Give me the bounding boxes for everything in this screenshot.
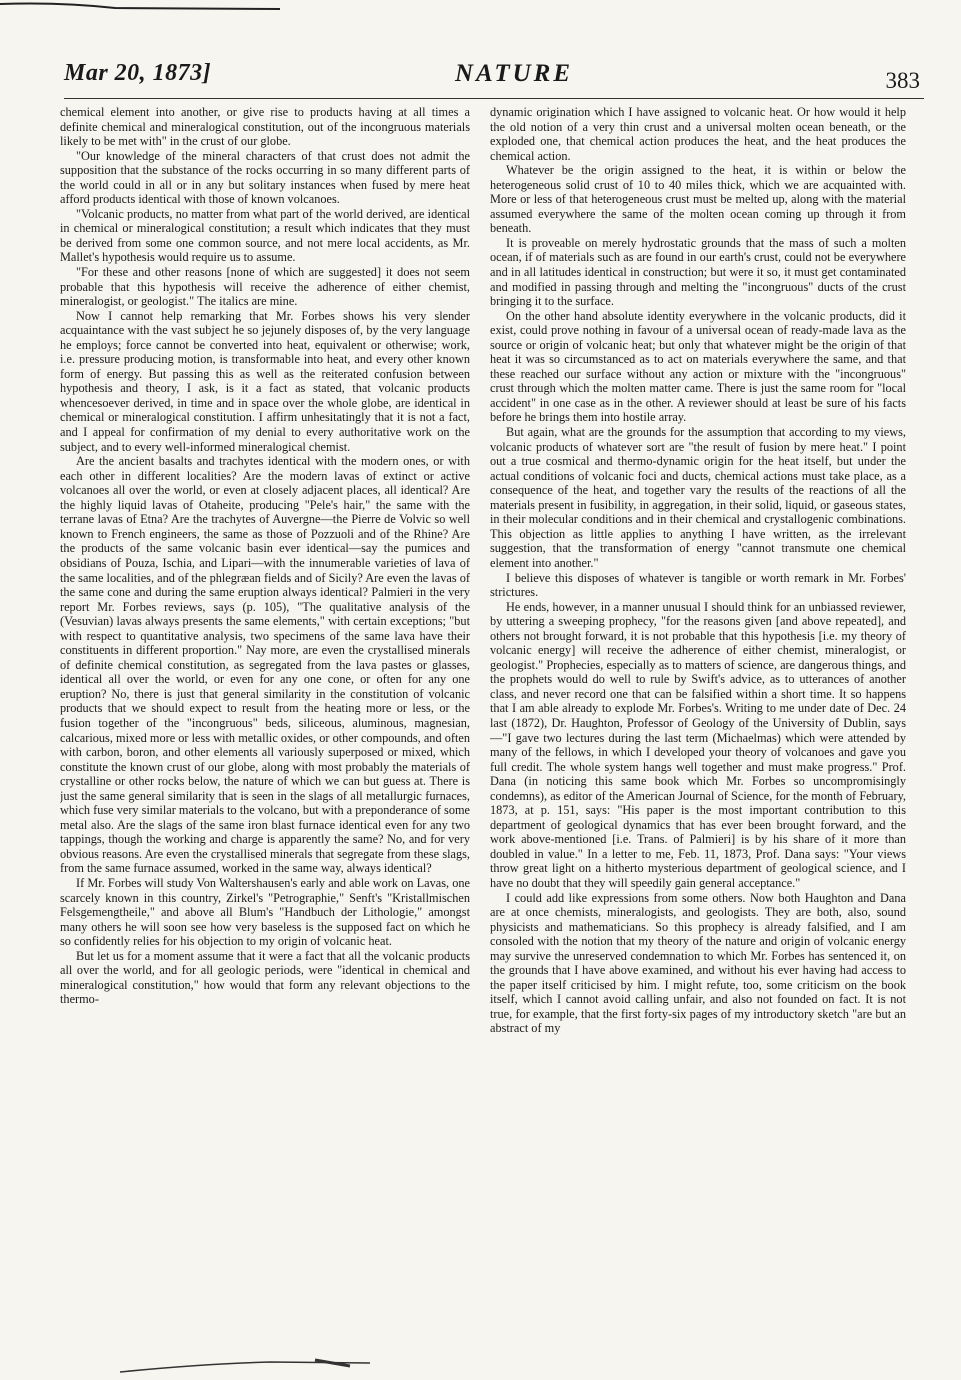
paragraph: "Volcanic products, no matter from what part of the world derived, are identical in chemical or mineralogical constitution; a result which indicates that they must be derived from some one common source, and not mere local accidents, as Mr. Mallet's hypothesis would require us to assume. <box>60 206 470 265</box>
scan-edge-mark-bottom <box>0 1350 961 1380</box>
page-number: 383 <box>885 68 920 93</box>
paragraph: dynamic origination which I have assigned to volcanic heat. Or how would it help the old notion of a very thin crust and a universal molten ocean beneath, or the exploded one, that chemical action produces the heat, and the heat produces the chemical action. <box>490 105 906 163</box>
paragraph: "Our knowledge of the mineral characters of that crust does not admit the supposition that the substance of the rocks occurring in so many different parts of the world could in all or in any but solitary instances when fused by mere heat afford products identical with those of known volcanoes. <box>60 148 470 207</box>
paragraph: But let us for a moment assume that it were a fact that all the volcanic products all over the world, and for all geologic periods, were "identical in chemical and mineralogical constitution," how would that form any relevant objections to the thermo- <box>60 948 470 1007</box>
paragraph: I believe this disposes of whatever is tangible or worth remark in Mr. Forbes' strictures. <box>490 570 906 600</box>
paragraph: Now I cannot help remarking that Mr. Forbes shows his very slender acquaintance with the vast subject he so jejunely disposes of, by the very language he employs; force cannot be converted into heat, equivalent or otherwise; work, i.e. pressure producing motion, is transformable into heat, and every other known form of energy. But passing this as well as the reiterated confusion between hypothesis and theory, I ask, is it a fact as stated, that volcanic products whencesoever derived, in time and in space over the whole globe, are identical in chemical or mineralogical constitution. I affirm unhesitatingly that it is not a fact, and I appeal for confirmation of my denial to every authoritative work on the subject, and to every well-informed mineralogical chemist. <box>60 308 470 454</box>
paragraph: chemical element into another, or give rise to products having at all times a definite chemical and mineralogical constitution, out of the incongruous materials likely to be met with" in the crust of our globe. <box>60 105 470 149</box>
page-header <box>64 58 924 98</box>
paragraph: But again, what are the grounds for the assumption that according to my views, volcanic products of whatever sort are "the result of fusion by mere heat." I point out a true cosmical and thermo-dynamic origin for the heat itself, but under the actual conditions of volcanic foci and ducts, chemical actions must take place, as a consequence of the heat, and together vary the results of the reactions of all the materials present in fusibility, in aggregation, in their solid, liquid, or gaseous states, in their molecular conditions and in their chemical and crystallogenic combinations. This objection as little applies to anything I have written, as the irrelevant suggestion, that the transformation of energy "cannot transmute one chemical element into another." <box>490 425 906 570</box>
paragraph: If Mr. Forbes will study Von Waltershausen's early and able work on Lavas, one scarcely known in this country, Zirkel's "Petrographie," Senft's "Kristallmischen Felsgemengtheile," and above all Blum's "Handbuch der Lithologie," amongst many others he will soon see how very baseless is the supposed fact on which he so confidently relies for his objection to my origin of volcanic heat. <box>60 875 470 949</box>
header-rule <box>64 98 924 99</box>
paragraph: "For these and other reasons [none of which are suggested] it does not seem probable that this hypothesis will receive the adherence of either chemist, mineralogist, or geologist." The italics are mine. <box>60 265 470 309</box>
paragraph: Whatever be the origin assigned to the heat, it is within or below the heterogeneous solid crust of 10 to 40 miles thick, which we are acquainted with. More or less of that heterogeneous crust must be melted up, along with the material assumed everywhere the same of the molten ocean coming up through it from beneath. <box>490 163 906 236</box>
header-date: Mar 20, 1873] <box>64 60 212 86</box>
scan-edge-mark-top <box>0 0 300 14</box>
right-column <box>490 105 906 1345</box>
paragraph: On the other hand absolute identity everywhere in the volcanic products, did it exist, could prove nothing in favour of a universal ocean of ready-made lava as the source or origin of volcanic heat; but only that whatever might be the origin of that heat it was so circumstanced as to act on materials everywhere the same, and that these reached our surface without any action or mixture with the "incongruous" crust through which the molten matter came. There is just the same room for "local accident" in one case as in the other. A reviewer should at least be sure of his facts before he brings them into hostile array. <box>490 308 906 425</box>
journal-title: NATURE <box>454 60 574 87</box>
paragraph: I could add like expressions from some others. Now both Haughton and Dana are at once chemists, mineralogists, and geologists. They are both, also, sound physicists and mathematicians. So this prophecy is already falsified, and I am consoled with the notion that my theory of the nature and origin of volcanic energy may survive the unreserved condemnation to which Mr. Forbes has sentenced it, on the grounds that I have above examined, and without his ever having had access to the paper itself criticised by him. I might refute, too, some criticism on the book itself, which I cannot avoid calling unfair, and also not founded on fact. It is not true, for example, that the first forty-six pages of my introductory sketch "are but an abstract of my <box>490 890 906 1036</box>
paragraph: He ends, however, in a manner unusual I should think for an unbiassed reviewer, by uttering a sweeping prophecy, "for the reasons given [and above repeated], and others not brought forward, it is not probable that this hypothesis [i.e. my theory of volcanic energy] will receive the adherence of either chemist, mineralogist, or geologist." Prophecies, especially as to matters of science, are dangerous things, and the prophets would do well to rule by Swift's advice, as to utterances of another class, and never record one that can be falsified within a short time. It so happens that I am able already to explode Mr. Forbes's. Writing to me under date of Dec. 24 last (1872), Dr. Haughton, Professor of Geology of the University of Dublin, says—"I gave two lectures during the last term (Michaelmas) which were attended by many of the fellows, in which I developed your theory of volcanoes and gave you full credit. The whole system hangs well together and must make progress." Prof. Dana (in noticing this same book which Mr. Forbes so uncompromisingly condemns), as editor of the American Journal of Science, for the month of February, 1873, at p. 151, says: "His paper is the most important contribution to this department of geological dynamics that has ever been brought forward, and the work above-mentioned [i.e. Trans. of Palmieri] is by his share of it more than doubled in value." In a letter to me, Feb. 11, 1873, Prof. Dana says: "Your views throw great light on a hitherto mysterious department of geological science, and I have no doubt that they will speedily gain general acceptance." <box>490 599 906 890</box>
paragraph: It is proveable on merely hydrostatic grounds that the mass of such a molten ocean, if of materials such as are found in our earth's crust, could not be everywhere and in all latitudes identical in construction; but were it so, it must get contaminated and modified in passing through and melting the "incongruous" ducts of the crust bringing it to the surface. <box>490 235 906 309</box>
paragraph: Are the ancient basalts and trachytes identical with the modern ones, or with each other in different localities? Are the modern lavas of extinct or active volcanoes all over the world, or even at closely adjacent places, all identical? Are the highly liquid lavas of Otaheite, producing "Pele's hair," the same with the terrane lavas of Etna? Are the trachytes of Auvergne—the Pierre de Volvic so well known to French engineers, the same as those of Pozzuoli and of the Rhine? Are the products of the same volcanic basin ever identical—say the pumices and obsidians of Pouza, Ischia, and Lipari—with the innumerable varieties of lava of the same localities, and of the phlegræan fields and of Sicily? Are even the lavas of the same cone and during the same eruption always identical? Palmieri in the very report Mr. Forbes reviews, says (p. 105), "The qualitative analysis of the (Vesuvian) lavas always presents the same elements," with certain exceptions; "but with respect to quantitative analysis, two specimens of the same lava have their constituents in different proportion." Nay more, are even the crystallised minerals of definite chemical constitution, as segregated from the lava pastes or glasses, identical all over the world, or even for any one cone, or often for any one eruption? No, there is just that general similarity in the constitution of volcanic products that we should expect to result from the heating more or less, or the fusion together of the "incongruous" beds, siliceous, aluminous, magnesian, calcarious, mixed more or less with metallic oxides, or other compounds, and often with carbon, boron, and other elements all variously superposed or mixed, which constitute the known crust of our globe, along with most probably the materials of crystalline or other rocks below, the nature of which we can but guess at. There is just the same general similarity that is seen in the slags of all metallurgic furnaces, which fuse very similar materials to the volcano, but with a preponderance of some metal also. Are the slags of the same iron blast furnace identical even for any two tappings, though the working and charge is apparently the same? No, and for very obvious reasons. Are even the crystallised minerals that segregate from these slags, from the same furnace assumed, worked in the same way, always identical? <box>60 454 470 876</box>
left-column <box>60 105 470 1345</box>
